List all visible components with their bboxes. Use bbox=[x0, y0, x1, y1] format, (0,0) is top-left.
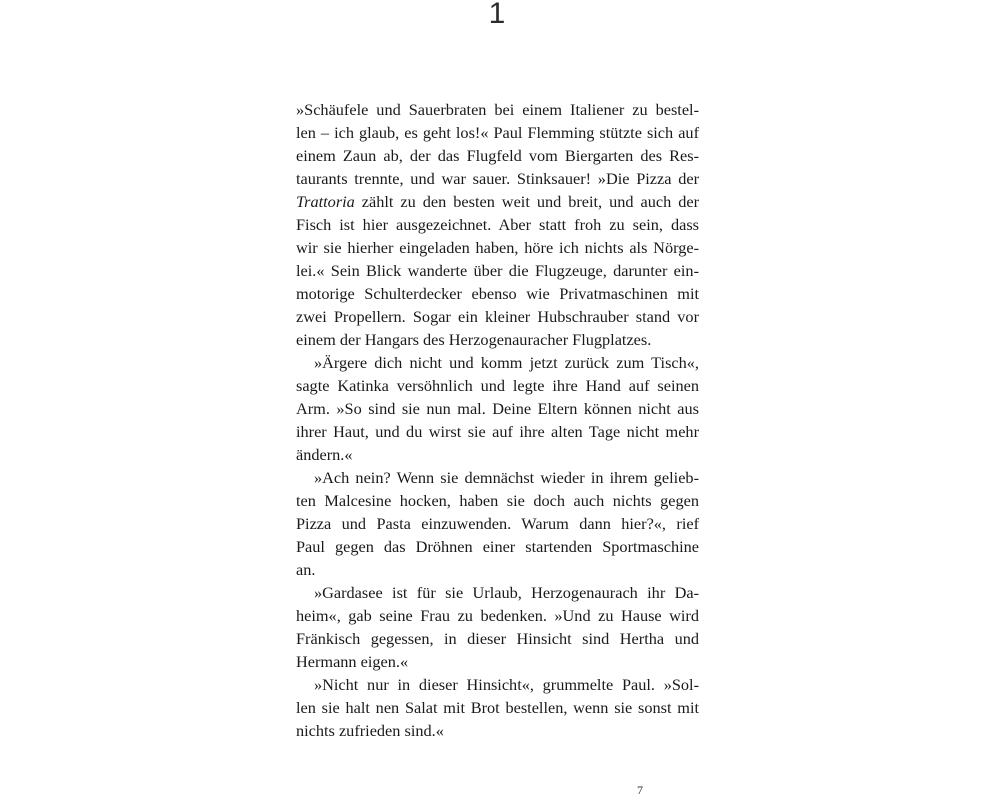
chapter-number: 1 bbox=[488, 0, 506, 30]
text-line: zwei Propellern. Sogar ein kleiner Hubschrauber stand vor bbox=[296, 307, 699, 326]
paragraph-1 bbox=[296, 98, 699, 351]
text-line: ten Malcesine hocken, haben sie doch auch nichts gegen bbox=[296, 491, 699, 510]
body-text bbox=[296, 98, 699, 742]
text-line: Hermann eigen.« bbox=[296, 652, 409, 671]
text-line: »Gardasee ist für sie Urlaub, Herzogenaurach ihr Da- bbox=[314, 583, 699, 602]
text-line: »Ach nein? Wenn sie demnächst wieder in ihrem gelieb- bbox=[314, 468, 699, 487]
text-line: sagte Katinka versöhnlich und legte ihre Hand auf seinen bbox=[296, 376, 699, 395]
text-line: len sie halt nen Salat mit Brot bestellen, wenn sie sonst mit bbox=[296, 698, 699, 717]
text-line: Arm. »So sind sie nun mal. Deine Eltern können nicht aus bbox=[296, 399, 699, 418]
paragraph-3 bbox=[296, 466, 699, 581]
text-line: einem Zaun ab, der das Flugfeld vom Biergarten des Res- bbox=[296, 146, 699, 165]
page-number: 7 bbox=[637, 783, 643, 797]
text-line: wir sie hierher eingeladen haben, höre ich nichts als Nörge- bbox=[296, 238, 699, 257]
text-line: »Ärgere dich nicht und komm jetzt zurück zum Tisch«, bbox=[314, 353, 699, 372]
text-line: »Schäufele und Sauerbraten bei einem Italiener zu bestel- bbox=[296, 100, 699, 119]
text-line: ändern.« bbox=[296, 445, 353, 464]
text-line: an. bbox=[296, 560, 316, 579]
text-line: einem der Hangars des Herzogenauracher Flugplatzes. bbox=[296, 330, 652, 349]
text-line-with-italic bbox=[296, 190, 699, 213]
text-line: taurants trennte, und war sauer. Stinksauer! »Die Pizza der bbox=[296, 169, 699, 188]
paragraph-4 bbox=[296, 581, 699, 673]
paragraph-5 bbox=[296, 673, 699, 742]
text-line: nichts zufrieden sind.« bbox=[296, 721, 444, 740]
paragraph-2 bbox=[296, 351, 699, 466]
text-line: lei.« Sein Blick wanderte über die Flugzeuge, darunter ein- bbox=[296, 261, 699, 280]
text-line: Fränkisch gegessen, in dieser Hinsicht sind Hertha und bbox=[296, 629, 699, 648]
text-line: len – ich glaub, es geht los!« Paul Flemming stützte sich auf bbox=[296, 123, 699, 142]
text-line: ihrer Haut, und du wirst sie auf ihre alten Tage nicht mehr bbox=[296, 422, 699, 441]
text-line: heim«, gab seine Frau zu bedenken. »Und zu Hause wird bbox=[296, 606, 699, 625]
text-line: Pizza und Pasta einzuwenden. Warum dann hier?«, rief bbox=[296, 514, 699, 533]
text-line-rest: zählt zu den besten weit und breit, und auch der bbox=[354, 192, 699, 211]
text-line: motorige Schulterdecker ebenso wie Privatmaschinen mit bbox=[296, 284, 699, 303]
text-line: Paul gegen das Dröhnen einer startenden Sportmaschine bbox=[296, 537, 699, 556]
text-line: »Nicht nur in dieser Hinsicht«, grummelte Paul. »Sol- bbox=[314, 675, 699, 694]
italic-title: Trattoria bbox=[296, 192, 355, 211]
text-line: Fisch ist hier ausgezeichnet. Aber statt froh zu sein, dass bbox=[296, 215, 699, 234]
